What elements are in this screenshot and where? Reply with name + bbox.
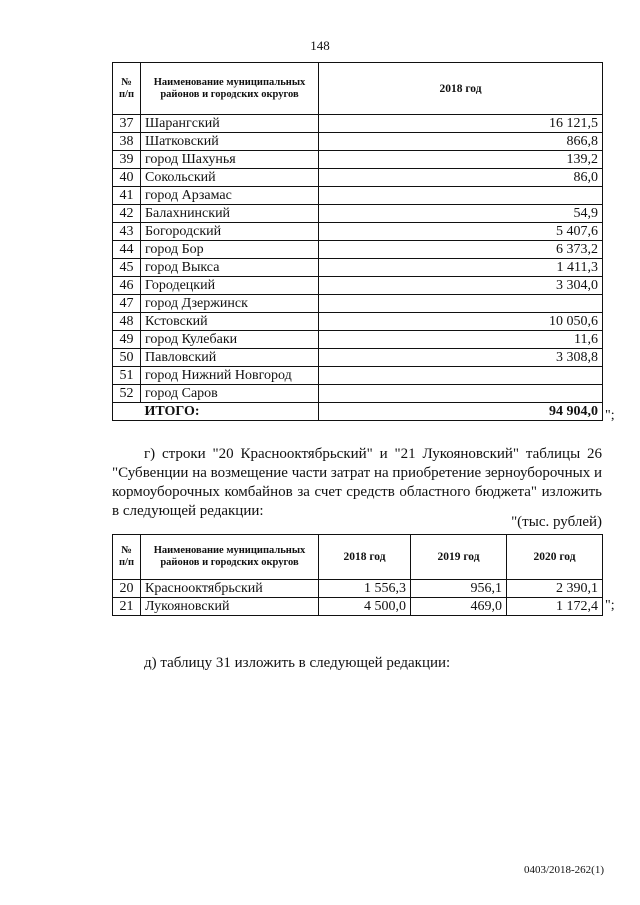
page-number: 148 xyxy=(310,38,330,53)
table-row xyxy=(113,259,603,277)
row-num: 43 xyxy=(113,223,141,241)
row-name: город Кулебаки xyxy=(141,331,319,349)
row-value: 6 373,2 xyxy=(319,241,603,259)
row-num: 40 xyxy=(113,169,141,187)
header-year-2019: 2019 год xyxy=(411,535,507,580)
row-value xyxy=(319,187,603,205)
header-year-2020: 2020 год xyxy=(507,535,603,580)
table2-closing-mark: "; xyxy=(605,598,615,613)
total-empty-cell xyxy=(113,403,141,421)
document-code: 0403/2018-262(1) xyxy=(523,864,604,876)
header-num: № п/п xyxy=(113,535,141,580)
row-value: 86,0 xyxy=(319,169,603,187)
table-row xyxy=(113,277,603,295)
row-name: Богородский xyxy=(141,223,319,241)
row-value-2018: 1 556,3 xyxy=(319,580,411,598)
row-name: Кстовский xyxy=(141,313,319,331)
row-name: город Бор xyxy=(141,241,319,259)
table-row xyxy=(113,385,603,403)
row-num: 47 xyxy=(113,295,141,313)
row-num: 49 xyxy=(113,331,141,349)
row-value-2020: 2 390,1 xyxy=(507,580,603,598)
total-value: 94 904,0 xyxy=(319,403,603,421)
table-row xyxy=(113,349,603,367)
row-num: 39 xyxy=(113,151,141,169)
table-row xyxy=(113,133,603,151)
row-num: 44 xyxy=(113,241,141,259)
row-num: 51 xyxy=(113,367,141,385)
row-num: 21 xyxy=(113,598,141,616)
row-value-2018: 4 500,0 xyxy=(319,598,411,616)
row-num: 41 xyxy=(113,187,141,205)
header-year-2018: 2018 год xyxy=(319,63,603,115)
table-row xyxy=(113,241,603,259)
table-row xyxy=(113,295,603,313)
row-value: 1 411,3 xyxy=(319,259,603,277)
row-name: Краснооктябрьский xyxy=(141,580,319,598)
row-value: 5 407,6 xyxy=(319,223,603,241)
row-value xyxy=(319,295,603,313)
table-row xyxy=(113,598,603,616)
row-value: 139,2 xyxy=(319,151,603,169)
paragraph-g: г) строки "20 Краснооктябрьский" и "21 Лукояновский" таблицы 26 "Субвенции на возмещение части затрат на приобретение зерноуборочных и кормоуборочных комбайнов за счет средств областного бюджета" изложить в следующей редакции: xyxy=(112,446,602,519)
table-row xyxy=(113,187,603,205)
header-name: Наименование муниципальных районов и городских округов xyxy=(141,535,319,580)
table1-closing-mark: "; xyxy=(605,408,615,423)
row-name: Лукояновский xyxy=(141,598,319,616)
header-num: № п/п xyxy=(113,63,141,115)
table-row xyxy=(113,205,603,223)
row-value-2019: 469,0 xyxy=(411,598,507,616)
row-value: 3 304,0 xyxy=(319,277,603,295)
table-row xyxy=(113,223,603,241)
row-num: 50 xyxy=(113,349,141,367)
row-name: Сокольский xyxy=(141,169,319,187)
harvester-subsidy-table xyxy=(112,534,603,616)
row-num: 38 xyxy=(113,133,141,151)
subsidy-table-2018 xyxy=(112,62,603,421)
row-value-2019: 956,1 xyxy=(411,580,507,598)
header-year-2018: 2018 год xyxy=(319,535,411,580)
table-row xyxy=(113,331,603,349)
table-row xyxy=(113,580,603,598)
table-row xyxy=(113,313,603,331)
row-value: 11,6 xyxy=(319,331,603,349)
row-value: 54,9 xyxy=(319,205,603,223)
row-num: 20 xyxy=(113,580,141,598)
row-num: 37 xyxy=(113,115,141,133)
row-value-2020: 1 172,4 xyxy=(507,598,603,616)
row-name: Шатковский xyxy=(141,133,319,151)
row-value xyxy=(319,385,603,403)
row-name: город Выкса xyxy=(141,259,319,277)
total-row xyxy=(113,403,603,421)
row-num: 52 xyxy=(113,385,141,403)
table-row xyxy=(113,151,603,169)
row-name: город Саров xyxy=(141,385,319,403)
row-num: 48 xyxy=(113,313,141,331)
row-name: город Шахунья xyxy=(141,151,319,169)
row-num: 42 xyxy=(113,205,141,223)
header-name: Наименование муниципальных районов и городских округов xyxy=(141,63,319,115)
table-row xyxy=(113,169,603,187)
row-name: Павловский xyxy=(141,349,319,367)
table-row xyxy=(113,367,603,385)
table-row xyxy=(113,115,603,133)
row-name: город Дзержинск xyxy=(141,295,319,313)
row-value xyxy=(319,367,603,385)
row-name: город Нижний Новгород xyxy=(141,367,319,385)
row-name: Городецкий xyxy=(141,277,319,295)
row-value: 16 121,5 xyxy=(319,115,603,133)
row-value: 866,8 xyxy=(319,133,603,151)
row-name: Балахнинский xyxy=(141,205,319,223)
row-name: Шарангский xyxy=(141,115,319,133)
row-name: город Арзамас xyxy=(141,187,319,205)
row-value: 3 308,8 xyxy=(319,349,603,367)
paragraph-d: д) таблицу 31 изложить в следующей редакции: xyxy=(144,655,451,671)
table-header-row xyxy=(113,535,603,580)
total-label: ИТОГО: xyxy=(141,403,319,421)
row-num: 46 xyxy=(113,277,141,295)
row-num: 45 xyxy=(113,259,141,277)
units-note: "(тыс. рублей) xyxy=(511,514,602,530)
table-header-row xyxy=(113,63,603,115)
row-value: 10 050,6 xyxy=(319,313,603,331)
